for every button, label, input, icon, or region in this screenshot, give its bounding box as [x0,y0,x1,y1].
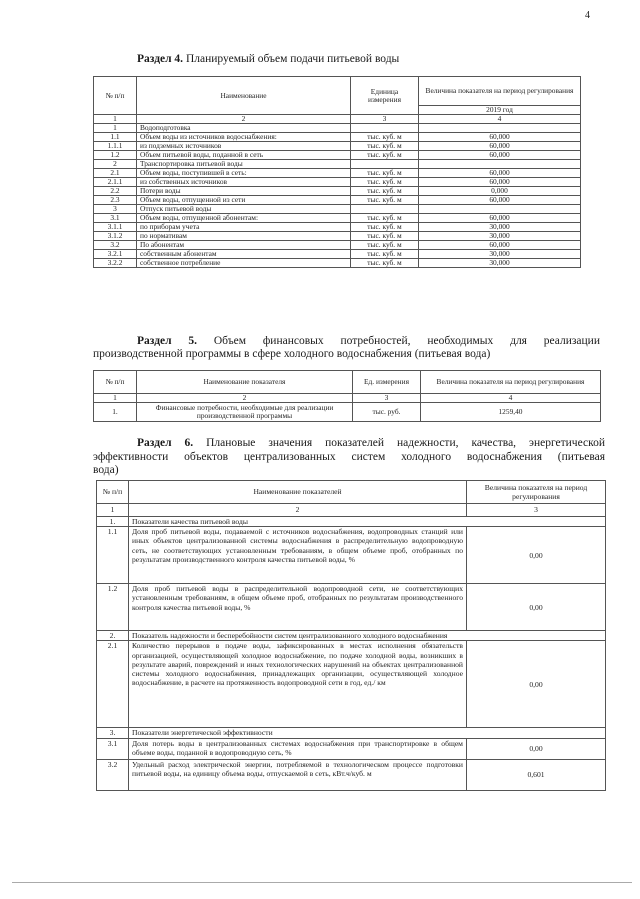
row-name: Удельный расход электрической энергии, потребляемой в технологическом процессе подготовки питьевой воды, на единицу объема воды, отпускаемой в сеть, кВт.ч/куб. м [129,759,467,790]
row-num: 3 [94,205,137,214]
header-value: Величина показателя на период регулирования [421,371,601,394]
row-value: 0,00 [467,738,606,759]
row-name: Доля проб питьевой воды, подаваемой с источников водоснабжения, водопроводных станций или иных объектов централизованной системы водоснабжения в распределительную водопроводную сеть, не соответствующих установленным требованиям, в общем объеме проб, отобранных по результатам производственного контроля качества питьевой воды, % [129,527,467,584]
group-title: Показатели энергетической эффективности [129,728,606,738]
row-name: Потери воды [137,187,351,196]
row-num: 1.2 [97,584,129,631]
row-name: собственное потребление [137,259,351,268]
column-numbers-row [94,394,601,403]
section4-heading [137,53,399,66]
table-row [94,241,581,250]
row-name: Объем питьевой воды, поданной в сеть [137,151,351,160]
row-unit [351,205,419,214]
header-unit: Ед. измерения [353,371,421,394]
group-title: Показатели качества питьевой воды [129,517,606,527]
row-value: 60,000 [419,241,581,250]
row-unit: тыс. куб. м [351,214,419,223]
row-name: собственным абонентам [137,250,351,259]
row-num: 3.1 [94,214,137,223]
row-value: 60,000 [419,169,581,178]
table-row [97,527,606,584]
table-row [94,142,581,151]
row-num: 1.1.1 [94,142,137,151]
section6-heading-text: Плановые значения показателей надежности, качества, энергетической [193,437,605,449]
row-value: 0,601 [467,759,606,790]
row-num: 2.1 [97,641,129,728]
header-name: Наименование показателя [137,371,353,394]
table-header-row [94,371,601,394]
row-unit [351,124,419,133]
row-unit: тыс. куб. м [351,133,419,142]
group-row [97,631,606,641]
row-unit: тыс. куб. м [351,187,419,196]
table-row [94,250,581,259]
group-row [97,517,606,527]
row-num: 2.1 [94,169,137,178]
header-num: № п/п [94,77,137,115]
row-name: Количество перерывов в подаче воды, зафиксированных в местах исполнения обязательств организацией, осуществляющей холодное водоснабжение, по подаче холодной воды, возникших в результате аварий, повреждений и иных технологических нарушений на объектах централизованной системы холодного водоснабжения, принадлежащих организации, осуществляющей холодное водоснабжение, в расчете на протяженность водопроводной сети в год, ед./ км [129,641,467,728]
section4-heading-text: Планируемый объем подачи питьевой воды [183,53,400,65]
header-num: № п/п [97,481,129,504]
row-num: 3.2 [94,241,137,250]
row-num: 3.2.2 [94,259,137,268]
section6-heading-line3: вода) [93,464,119,476]
row-name: Объем воды, отпущенной абонентам: [137,214,351,223]
table-row [94,196,581,205]
row-num: 1. [94,403,137,422]
col-number: 2 [137,115,351,124]
section6-heading-line1 [137,437,605,450]
row-unit: тыс. куб. м [351,232,419,241]
row-num: 1.2 [94,151,137,160]
row-value: 0,00 [467,641,606,728]
col-number: 1 [94,115,137,124]
row-name: Объем воды, поступившей в сеть: [137,169,351,178]
row-unit: тыс. руб. [353,403,421,422]
row-value: 60,000 [419,133,581,142]
group-row [97,728,606,738]
table-row [97,641,606,728]
row-value: 60,000 [419,178,581,187]
row-num: 1 [94,124,137,133]
section5-table [93,370,601,422]
section6-heading-label: Раздел 6. [137,437,194,449]
header-unit: Единица измерения [351,77,419,115]
row-value: 30,000 [419,250,581,259]
col-number: 2 [137,394,353,403]
row-num: 3.1.2 [94,232,137,241]
row-name: Финансовые потребности, необходимые для реализации производственной программы [137,403,353,422]
col-number: 3 [351,115,419,124]
row-name: по нормативам [137,232,351,241]
row-value: 60,000 [419,196,581,205]
row-unit: тыс. куб. м [351,196,419,205]
table-row [94,403,601,422]
row-value: 30,000 [419,259,581,268]
table-row [94,178,581,187]
row-value [419,124,581,133]
row-num: 3.1.1 [94,223,137,232]
group-num: 1. [97,517,129,527]
header-num: № п/п [94,371,137,394]
header-value: Величина показателя на период регулирования [419,77,581,106]
row-name: из собственных источников [137,178,351,187]
section5-heading-line2: производственной программы в сфере холодного водоснабжения (питьевая вода) [93,348,491,360]
group-num: 3. [97,728,129,738]
table-row [94,223,581,232]
row-unit: тыс. куб. м [351,259,419,268]
page-number: 4 [585,10,590,21]
table-row [97,738,606,759]
header-year: 2019 год [419,106,581,115]
table-row [94,205,581,214]
row-name: Транспортировка питьевой воды [137,160,351,169]
row-value: 1259,40 [421,403,601,422]
header-name: Наименование показателей [129,481,467,504]
row-value: 0,00 [467,584,606,631]
row-num: 1.1 [94,133,137,142]
row-name: По абонентам [137,241,351,250]
section4-table [93,76,581,268]
row-num: 3.1 [97,738,129,759]
row-num: 2.3 [94,196,137,205]
row-unit: тыс. куб. м [351,178,419,187]
row-num: 3.2 [97,759,129,790]
table-row [94,259,581,268]
row-value: 0,000 [419,187,581,196]
column-numbers-row [94,115,581,124]
table-row [94,160,581,169]
col-number: 1 [97,504,129,517]
page-bottom-divider [12,882,632,883]
col-number: 4 [421,394,601,403]
row-value: 30,000 [419,223,581,232]
group-num: 2. [97,631,129,641]
table-header-row [94,77,581,106]
row-num: 2 [94,160,137,169]
row-unit: тыс. куб. м [351,223,419,232]
row-num: 3.2.1 [94,250,137,259]
row-value [419,205,581,214]
row-unit: тыс. куб. м [351,151,419,160]
table-row [94,151,581,160]
section6-table [96,480,606,791]
section5-heading-line1 [137,335,600,348]
group-title: Показатель надежности и бесперебойности систем централизованного холодного водоснабжения [129,631,606,641]
row-name: Объем воды из источников водоснабжения: [137,133,351,142]
row-unit: тыс. куб. м [351,142,419,151]
row-unit: тыс. куб. м [351,169,419,178]
row-name: Отпуск питьевой воды [137,205,351,214]
row-name: по приборам учета [137,223,351,232]
table-row [94,169,581,178]
col-number: 4 [419,115,581,124]
row-name: Объем воды, отпущенной из сети [137,196,351,205]
section4-heading-label: Раздел 4. [137,53,184,65]
col-number: 2 [129,504,467,517]
row-unit: тыс. куб. м [351,241,419,250]
table-row [94,214,581,223]
table-row [97,759,606,790]
row-value: 0,00 [467,527,606,584]
table-row [94,232,581,241]
row-value [419,160,581,169]
row-value: 60,000 [419,142,581,151]
table-row [97,584,606,631]
col-number: 3 [467,504,606,517]
column-numbers-row [97,504,606,517]
table-row [94,187,581,196]
row-num: 2.1.1 [94,178,137,187]
row-name: из подземных источников [137,142,351,151]
section5-heading-text: Объем финансовых потребностей, необходимых для реализации [197,335,600,347]
row-unit: тыс. куб. м [351,250,419,259]
row-name: Доля проб питьевой воды в распределительной водопроводной сети, не соответствующих установленным требованиям, в общем объеме проб, отобранных по результатам производственного контроля качества питьевой воды, % [129,584,467,631]
header-value: Величина показателя на период регулирования [467,481,606,504]
row-unit [351,160,419,169]
row-name: Доля потерь воды в централизованных системах водоснабжения при транспортировке в общем объеме воды, поданной в водопроводную сеть, % [129,738,467,759]
row-name: Водоподготовка [137,124,351,133]
row-value: 60,000 [419,151,581,160]
section6-heading-line2: эффективности объектов централизованных систем холодного водоснабжения (питьевая [93,451,605,463]
header-name: Наименование [137,77,351,115]
table-header-row [97,481,606,504]
row-num: 2.2 [94,187,137,196]
row-value: 60,000 [419,214,581,223]
row-num: 1.1 [97,527,129,584]
table-row [94,124,581,133]
section5-heading-label: Раздел 5. [137,335,198,347]
col-number: 1 [94,394,137,403]
col-number: 3 [353,394,421,403]
table-row [94,133,581,142]
row-value: 30,000 [419,232,581,241]
